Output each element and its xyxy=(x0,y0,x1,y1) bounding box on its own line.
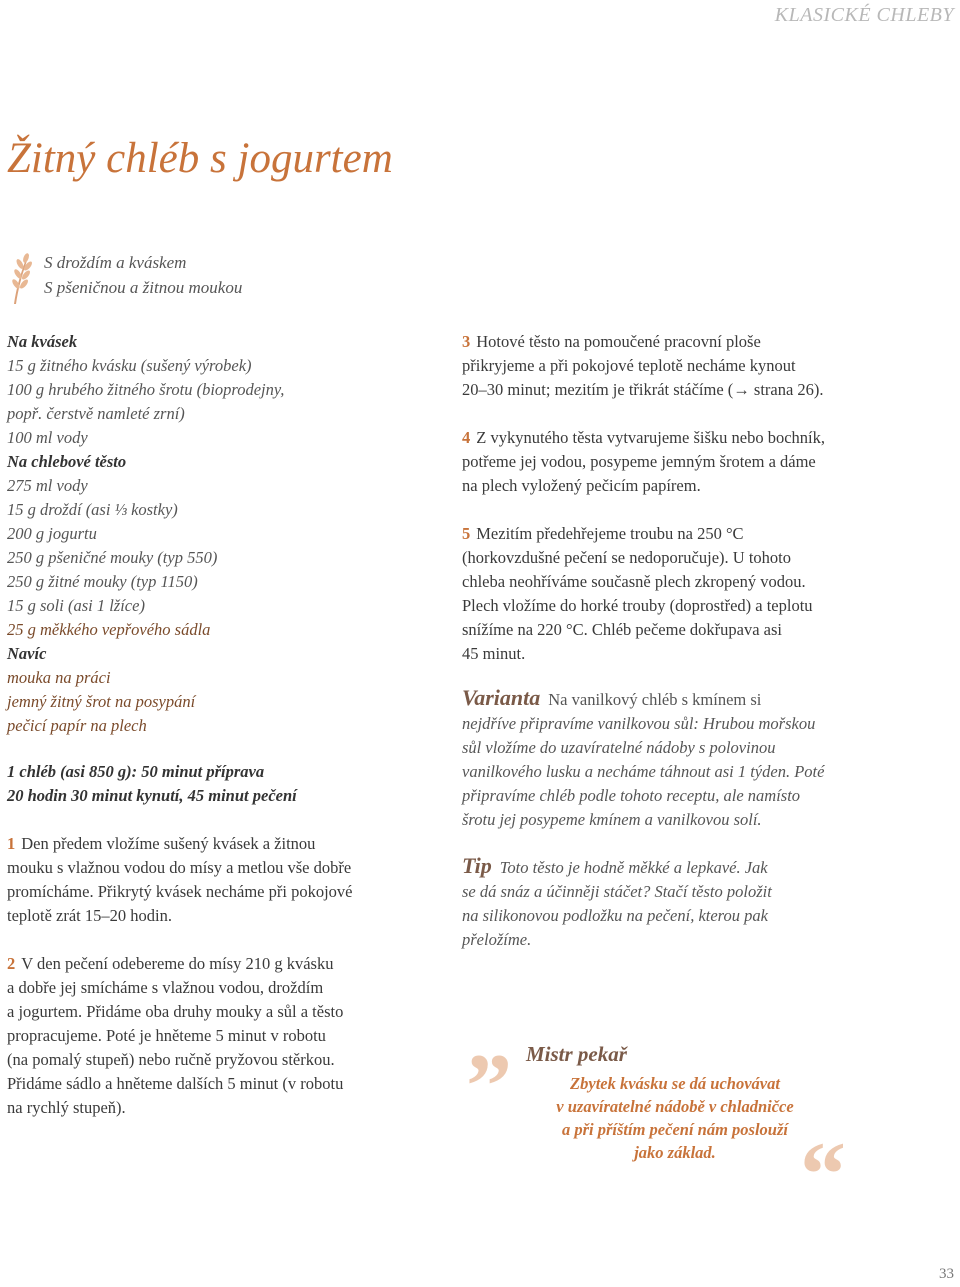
ingredient-heading: Navíc xyxy=(7,644,47,663)
ingredient-item: 25 g měkkého vepřového sádla xyxy=(7,620,211,639)
step-text: Den předem vložíme sušený kvásek a žitnou xyxy=(21,834,316,853)
wheat-icon xyxy=(6,250,36,306)
ingredient-item: 275 ml vody xyxy=(7,476,88,495)
step-text: potřeme jej vodou, posypeme jemným šrotem a dáme xyxy=(462,452,816,471)
variant-text: připravíme chléb podle tohoto receptu, ale namísto xyxy=(462,786,801,805)
baker-line: a při příštím pečení nám poslouží xyxy=(562,1120,788,1139)
step-text: teplotě zrát 15–20 hodin. xyxy=(7,906,172,925)
ingredient-item: 15 g žitného kvásku (sušený výrobek) xyxy=(7,356,252,375)
step-text: chleba neohříváme současně plech zkropený vodou. xyxy=(462,572,806,591)
baker-line: v uzavíratelné nádobě v chladničce xyxy=(556,1097,794,1116)
tag-yeast: S droždím a kváskem xyxy=(44,253,187,272)
quote-open-icon: ” xyxy=(466,1035,512,1137)
step-text: na plech vyložený pečicím papírem. xyxy=(462,476,701,495)
tip-text: se dá snáz a účinněji stáčet? Stačí těsto položit xyxy=(462,882,772,901)
step-text: promícháme. Přikrytý kvásek necháme při pokojové xyxy=(7,882,353,901)
step-number: 4 xyxy=(462,428,471,447)
step-text: na rychlý stupeň). xyxy=(7,1098,126,1117)
baker-title: Mistr pekař xyxy=(526,1042,627,1066)
ingredient-item: 100 ml vody xyxy=(7,428,88,447)
timing-info xyxy=(7,760,297,808)
section-title: KLASICKÉ CHLEBY xyxy=(774,4,954,26)
ingredient-item: 15 g droždí (asi ⅓ kostky) xyxy=(7,500,178,519)
step-text: 45 minut. xyxy=(462,644,526,663)
baker-line: Zbytek kvásku se dá uchovávat xyxy=(570,1074,780,1093)
step-text: Přidáme sádlo a hněteme dalších 5 minut (v robotu xyxy=(7,1074,344,1093)
variant-label: Varianta xyxy=(462,685,541,710)
step-first-line xyxy=(462,330,824,354)
step-text: Mezitím předehřejeme troubu na 250 °C xyxy=(476,524,744,543)
step-text: a jogurtem. Přidáme oba druhy mouky a sůl a těsto xyxy=(7,1002,344,1021)
ingredient-item: 250 g žitné mouky (typ 1150) xyxy=(7,572,198,591)
step-5 xyxy=(462,522,813,666)
step-text: snížíme na 220 °C. Chléb pečeme dokřupava asi xyxy=(462,620,783,639)
ingredient-item: 15 g soli (asi 1 lžíce) xyxy=(7,596,145,615)
step-text: mouku s vlažnou vodou do mísy a metlou vše dobře xyxy=(7,858,352,877)
step-4 xyxy=(462,426,825,498)
ingredient-heading: Na chlebové těsto xyxy=(7,452,127,471)
step-number: 5 xyxy=(462,524,471,543)
step-number: 1 xyxy=(7,834,16,853)
ingredient-item: 100 g hrubého žitného šrotu (bioprodejny, xyxy=(7,380,285,399)
step-text: 20–30 minut; mezitím je třikrát stáčíme (→ strana 26). xyxy=(462,380,824,399)
step-text: V den pečení odebereme do mísy 210 g kvásku xyxy=(21,954,334,973)
page-number: 33 xyxy=(939,1266,954,1282)
variant-text: sůl vložíme do uzavíratelné nádoby s polovinou xyxy=(462,738,776,757)
step-first-line xyxy=(462,426,825,450)
step-first-line xyxy=(7,832,353,856)
step-first-line xyxy=(7,952,343,976)
step-3 xyxy=(462,330,824,402)
baker-text xyxy=(530,1072,820,1164)
variant-box xyxy=(462,686,824,832)
tip-box xyxy=(462,854,772,952)
step-first-line xyxy=(462,522,813,546)
ingredient-item: 250 g pšeničné mouky (typ 550) xyxy=(7,548,218,567)
timing-line: 20 hodin 30 minut kynutí, 45 minut pečení xyxy=(7,786,297,805)
tip-text: na silikonovou podložku na pečení, kterou pak xyxy=(462,906,768,925)
ingredient-item: jemný žitný šrot na posypání xyxy=(7,692,196,711)
ingredient-item: 200 g jogurtu xyxy=(7,524,97,543)
timing-line: 1 chléb (asi 850 g): 50 minut příprava xyxy=(7,762,265,781)
tip-text: Toto těsto je hodně měkké a lepkavé. Jak xyxy=(499,858,768,877)
step-text: (na pomalý stupeň) nebo ručně pryžovou stěrkou. xyxy=(7,1050,335,1069)
step-text: propracujeme. Poté je hněteme 5 minut v robotu xyxy=(7,1026,326,1045)
step-text: Z vykynutého těsta vytvarujeme šišku nebo bochník, xyxy=(476,428,825,447)
page-title: Žitný chléb s jogurtem xyxy=(7,135,393,182)
step-number: 2 xyxy=(7,954,16,973)
tip-text: přeložíme. xyxy=(462,930,532,949)
ingredient-item: mouka na práci xyxy=(7,668,111,687)
variant-text: šrotu jej posypeme kmínem a vanilkovou solí. xyxy=(462,810,762,829)
tag-flour: S pšeničnou a žitnou moukou xyxy=(44,278,243,297)
step-text: přikryjeme a při pokojové teplotě necháme kynout xyxy=(462,356,796,375)
baker-line: jako základ. xyxy=(634,1143,716,1162)
ingredient-item: pečicí papír na plech xyxy=(7,716,147,735)
step-2 xyxy=(7,952,343,1120)
step-1 xyxy=(7,832,353,928)
ingredient-item: popř. čerstvě namleté zrní) xyxy=(7,404,185,423)
recipe-tags xyxy=(44,250,242,300)
variant-text: Na vanilkový chléb s kmínem si xyxy=(548,690,762,709)
ingredient-heading: Na kvásek xyxy=(7,332,78,351)
ingredient-list xyxy=(7,330,347,738)
quote-close-icon: “ xyxy=(800,1123,846,1225)
step-text: (horkovzdušné pečení se nedoporučuje). U tohoto xyxy=(462,548,791,567)
step-number: 3 xyxy=(462,332,471,351)
step-text: Hotové těsto na pomoučené pracovní ploše xyxy=(476,332,761,351)
step-text: a dobře jej smícháme s vlažnou vodou, droždím xyxy=(7,978,324,997)
variant-text: vanilkového lusku a necháme táhnout asi 1 týden. Poté xyxy=(462,762,825,781)
tip-label: Tip xyxy=(462,853,492,878)
step-text: Plech vložíme do horké trouby (doprostřed) a teplotu xyxy=(462,596,813,615)
variant-text: nejdříve připravíme vanilkovou sůl: Hrubou mořskou xyxy=(462,714,816,733)
